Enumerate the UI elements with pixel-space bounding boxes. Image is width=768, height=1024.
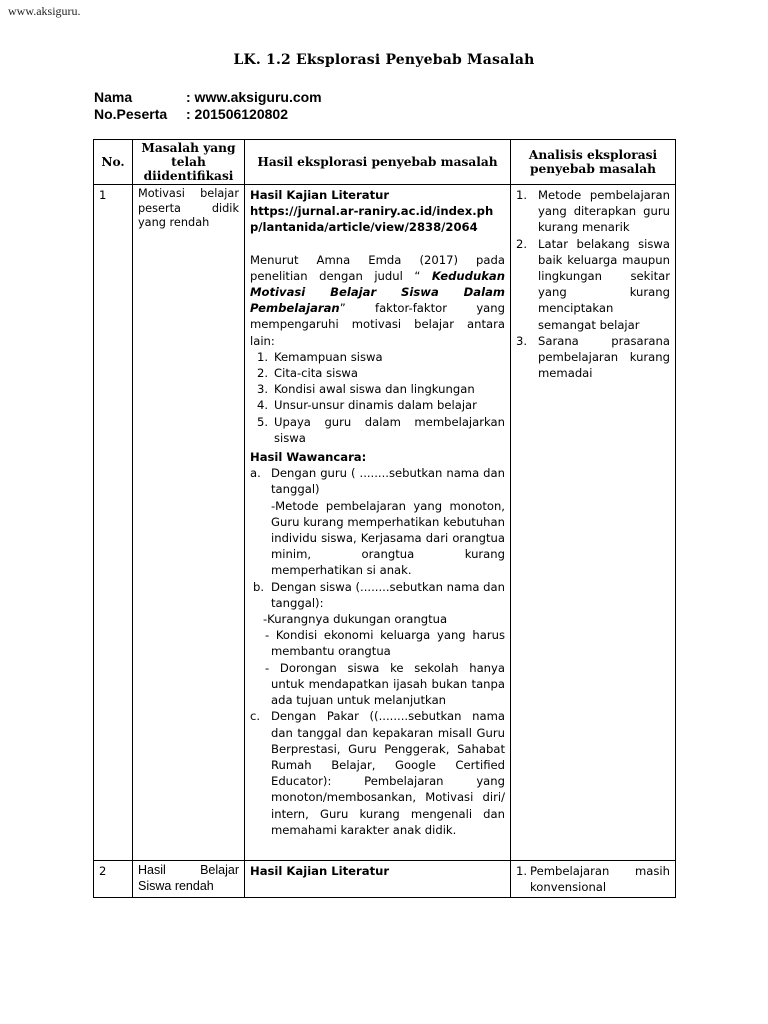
row-number: 2 xyxy=(94,861,133,898)
item-letter: a. xyxy=(250,466,261,481)
list-item xyxy=(250,365,505,381)
header-hasil: Hasil eksplorasi penyebab masalah xyxy=(245,140,511,185)
siswa-item: -Kurangnya dukungan orangtua xyxy=(263,612,448,627)
list-item xyxy=(516,187,670,236)
analisis-list xyxy=(516,863,670,895)
guru-text: Dengan guru ( ........sebutkan nama dan tanggal) xyxy=(271,466,505,497)
wawancara-guru xyxy=(250,465,505,578)
list-number: 2. xyxy=(257,366,269,381)
header-analisis: Analisis eksplorasi penyebab masalah xyxy=(511,140,676,185)
list-text: Sarana prasarana pembelajaran kurang memadai xyxy=(538,333,670,381)
list-text: Latar belakang siswa baik keluarga maupun lingkungan sekitar yang kurang menciptakan semangat belajar xyxy=(538,236,670,332)
worksheet-table xyxy=(93,139,676,898)
journal-title: Kedudukan Motivasi Belajar Siswa Dalam Pembelajaran xyxy=(250,268,505,316)
page-title: LK. 1.2 Eksplorasi Penyebab Masalah xyxy=(233,52,535,68)
list-item xyxy=(516,236,670,333)
wawancara-siswa xyxy=(250,579,505,709)
watermark-text: www.aksiguru. xyxy=(8,4,81,18)
analisis-cell xyxy=(511,861,676,898)
nama-label: Nama xyxy=(94,89,133,105)
list-item xyxy=(250,349,505,365)
nama-value: : www.aksiguru.com xyxy=(186,89,322,105)
peserta-line xyxy=(94,106,288,123)
intro-quote-close: ” xyxy=(339,301,346,316)
analisis-cell xyxy=(511,185,676,861)
hasil-cell xyxy=(245,185,511,861)
faktor-list xyxy=(250,349,505,446)
list-text: Kemampuan siswa xyxy=(274,349,383,364)
list-number: 3. xyxy=(257,382,269,397)
list-text: Pembelajaran masih konvensional xyxy=(530,864,670,895)
wawancara-title: Hasil Wawancara: xyxy=(250,450,367,465)
peserta-label: No.Peserta xyxy=(94,106,168,122)
header-no: No. xyxy=(94,140,133,185)
list-number: 3. xyxy=(516,333,528,348)
list-item xyxy=(516,863,670,895)
intro-text-2: faktor-faktor yang mempengaruhi motivasi belajar antara lain: xyxy=(250,301,505,348)
list-number: 2. xyxy=(516,236,528,251)
table-row xyxy=(94,861,676,898)
list-text: Upaya guru dalam membelajarkan siswa xyxy=(274,414,505,445)
item-letter: c. xyxy=(250,709,261,724)
list-item xyxy=(250,414,505,446)
kajian-literatur-title: Hasil Kajian Literatur xyxy=(250,188,390,202)
list-number: 5. xyxy=(257,414,269,429)
literature-intro xyxy=(250,252,505,349)
list-item xyxy=(516,333,670,382)
list-number: 1. xyxy=(257,349,269,364)
list-number: 1. xyxy=(516,188,528,202)
table-row xyxy=(94,185,676,861)
pakar-text: Dengan Pakar ((........sebutkan nama dan tanggal dan kepakaran misall Guru Berprestasi, Guru Penggerak, Sahabat Rumah Belajar, Google Certified Educator): Pembelajaran yang monoton/membosankan, Motivasi diri/ intern, Guru kurang mengenali dan memahami karakter anak didik. xyxy=(271,709,505,837)
list-text: Unsur-unsur dinamis dalam belajar xyxy=(274,398,477,413)
list-text: Metode pembelajaran yang diterapkan guru kurang menarik xyxy=(538,188,670,235)
list-text: Kondisi awal siswa dan lingkungan xyxy=(274,382,475,397)
intro-quote-open: “ xyxy=(414,268,432,283)
intro-text-1: Menurut Amna Emda (2017) pada penelitian dengan judul xyxy=(250,252,505,283)
row-number: 1 xyxy=(94,185,133,861)
masalah-cell xyxy=(133,861,245,898)
item-letter: b. xyxy=(253,579,265,594)
header-masalah: Masalah yang telah diidentifikasi xyxy=(133,140,245,185)
list-text: Cita-cita siswa xyxy=(274,366,358,381)
hasil-cell xyxy=(245,861,511,898)
masalah-text: Motivasi belajar peserta didik yang rendah xyxy=(138,187,239,229)
siswa-item: - Dorongan siswa ke sekolah hanya untuk mendapatkan ijasah bukan tanpa ada tujuan untuk melanjutkan xyxy=(265,660,505,708)
analisis-list xyxy=(516,187,670,381)
list-item xyxy=(250,397,505,413)
siswa-text: Dengan siswa (........sebutkan nama dan tanggal): xyxy=(271,579,505,610)
kajian-literatur-title: Hasil Kajian Literatur xyxy=(250,864,390,878)
siswa-item: - Kondisi ekonomi keluarga yang harus membantu orangtua xyxy=(265,628,505,659)
list-number: 4. xyxy=(257,398,269,413)
wawancara-pakar xyxy=(250,708,505,838)
masalah-cell xyxy=(133,185,245,861)
list-item xyxy=(250,381,505,397)
list-number: 1. xyxy=(516,864,528,878)
masalah-text: Hasil Belajar Siswa rendah xyxy=(138,863,239,893)
guru-detail: -Metode pembelajaran yang monoton, Guru kurang memperhatikan kebutuhan individu siswa, Kerjasama dari orangtua minim, orangtua kurang memperhatikan si anak. xyxy=(271,498,505,578)
nama-line xyxy=(94,89,322,106)
journal-link[interactable]: https://jurnal.ar-raniry.ac.id/index.php/lantanida/article/view/2838/2064 xyxy=(250,204,494,235)
table-header-row xyxy=(94,140,676,185)
peserta-value: : 201506120802 xyxy=(186,106,288,122)
